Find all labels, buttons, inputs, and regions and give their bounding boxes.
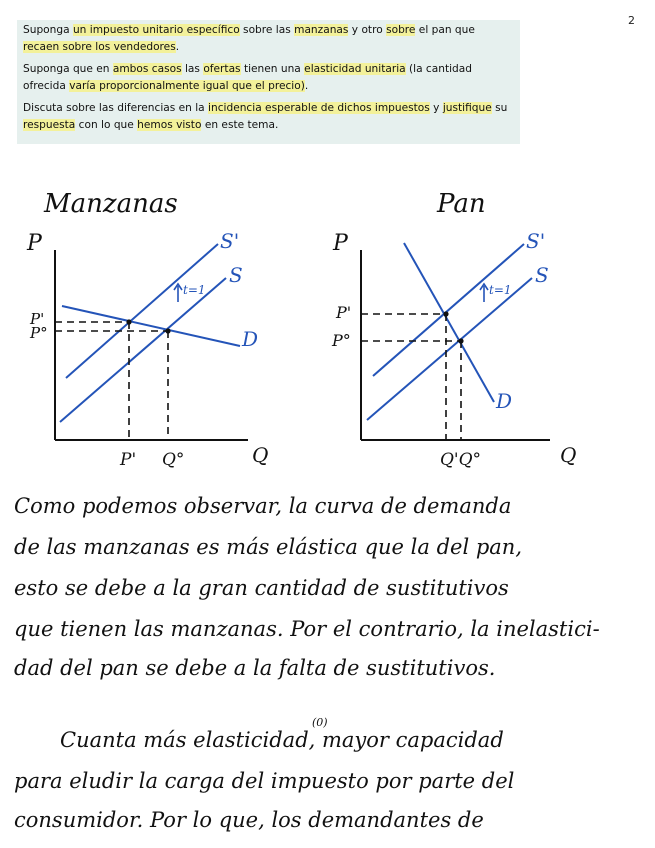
manzanas-y-axis-label: P: [27, 231, 42, 256]
pan-title: Pan: [437, 189, 486, 219]
note-line-6: Cuanta más elasticidad, mayor capacidad: [60, 728, 504, 752]
note-superscript: (0): [312, 716, 328, 729]
manzanas-supply-label: S: [229, 263, 243, 287]
pan-q-labels: Q'Q°: [440, 450, 482, 470]
pan-equilibrium-initial: [458, 338, 463, 343]
manzanas-x-axis-label: Q: [252, 443, 269, 467]
manzanas-tax-label: t=1: [183, 283, 206, 297]
pan-tax-label: t=1: [489, 283, 512, 297]
note-line-1: Como podemos observar, la curva de demanda: [14, 494, 512, 518]
question-paragraph-3: Discuta sobre las diferencias en la incidencia esperable de dichos impuestos y justifique su respuesta con lo que hemos visto en este tema.: [23, 102, 508, 131]
note-line-8: consumidor. Por lo que, los demandantes de: [14, 808, 484, 832]
page-number: 2: [628, 14, 635, 27]
manzanas-supply-curve: [60, 278, 226, 422]
pan-demand-label: D: [496, 389, 513, 413]
manzanas-equilibrium-initial: [165, 328, 170, 333]
note-line-7: para eludir la carga del impuesto por parte del: [14, 769, 515, 793]
pan-supply-taxed-curve: [373, 244, 524, 376]
pan-x-axis-label: Q: [560, 443, 577, 467]
question-paragraph-2: Suponga que en ambos casos las ofertas tienen una elasticidad unitaria (la cantidad ofrecida varía proporcionalmente igual que el precio).: [23, 63, 472, 92]
manzanas-title: Manzanas: [44, 189, 178, 219]
pan-p-taxed-label: P': [336, 303, 352, 322]
manzanas-supply-taxed-label: S': [220, 229, 240, 253]
note-line-5: dad del pan se debe a la falta de sustitutivos.: [14, 656, 496, 680]
manzanas-graph: [26, 189, 268, 470]
pan-y-axis-label: P: [333, 231, 348, 256]
pan-p-initial-label: P°: [332, 331, 351, 350]
note-line-2: de las manzanas es más elástica que la del pan,: [14, 535, 522, 559]
pan-supply-label: S: [535, 263, 549, 287]
manzanas-equilibrium-taxed: [126, 319, 131, 324]
pan-equilibrium-taxed: [443, 311, 448, 316]
manzanas-p-initial-label: P°: [30, 324, 48, 342]
question-paragraph-1: Suponga un impuesto unitario específico sobre las manzanas y otro sobre el pan que recaen sobre los vendedores.: [23, 24, 475, 53]
note-line-4: que tienen las manzanas. Por el contrario, la inelastici-: [14, 617, 600, 641]
manzanas-demand-curve: [62, 306, 240, 346]
pan-graph: [331, 189, 576, 470]
manzanas-demand-label: D: [242, 327, 259, 351]
manzanas-q-initial-label: Q°: [162, 450, 185, 470]
pan-supply-taxed-label: S': [526, 229, 546, 253]
note-line-3: esto se debe a la gran cantidad de sustitutivos: [14, 576, 509, 600]
manzanas-p-taxed-label: P': [30, 310, 45, 328]
manzanas-q-taxed-label: P': [120, 450, 137, 470]
